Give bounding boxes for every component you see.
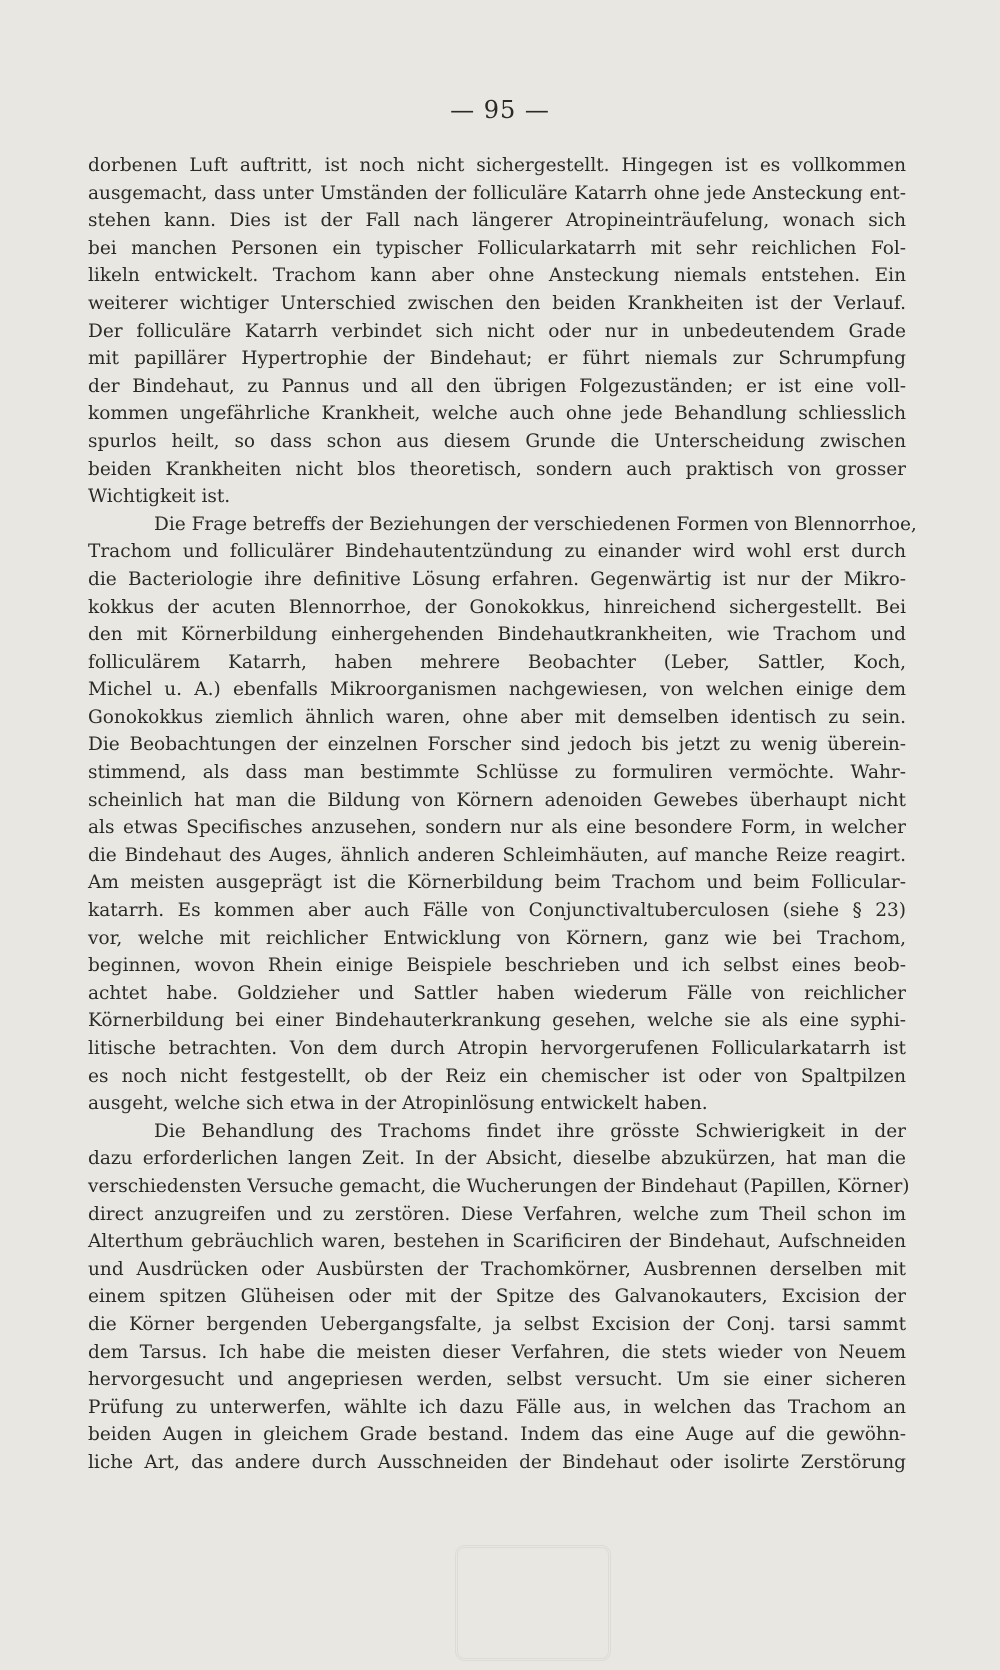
text-line: Die Frage betreffs der Beziehungen der verschiedenen Formen von Blennorrhoe, [154, 513, 917, 535]
text-line: Wichtigkeit ist. [88, 486, 231, 508]
text-line: Trachom und folliculärer Bindehautentzündung zu einander wird wohl erst durch [88, 541, 906, 563]
text-line: beiden Krankheiten nicht blos theoretisch, sondern auch praktisch von grosser [88, 458, 906, 480]
text-line: vor, welche mit reichlicher Entwicklung von Körnern, ganz wie bei Trachom, [88, 927, 906, 949]
text-line: und Ausdrücken oder Ausbürsten der Trachomkörner, Ausbrennen derselben mit [88, 1258, 906, 1280]
text-line: bei manchen Personen ein typischer Follicularkatarrh mit sehr reichlichen Fol- [88, 237, 906, 259]
text-line: beiden Augen in gleichem Grade bestand. Indem das eine Auge auf die gewöhn- [88, 1424, 906, 1446]
library-stamp-faint [455, 1545, 611, 1661]
text-line: liche Art, das andere durch Ausschneiden der Bindehaut oder isolirte Zerstörung [88, 1451, 906, 1473]
text-line: likeln entwickelt. Trachom kann aber ohne Ansteckung niemals entstehen. Ein [88, 265, 906, 287]
text-line: litische betrachten. Von dem durch Atropin hervorgerufenen Follicularkatarrh ist [88, 1038, 906, 1059]
text-line: Alterthum gebräuchlich waren, bestehen in Scarificiren der Bindehaut, Aufschneiden [88, 1231, 906, 1253]
text-line: weiterer wichtiger Unterschied zwischen den beiden Krankheiten ist der Verlauf. [88, 292, 906, 314]
text-line: spurlos heilt, so dass schon aus diesem Grunde die Unterscheidung zwischen [88, 430, 906, 452]
text-line: der Bindehaut, zu Pannus und all den übrigen Folgezuständen; er ist eine voll- [88, 375, 906, 397]
text-line: Michel u. A.) ebenfalls Mikroorganismen nachgewiesen, von welchen einige dem [88, 679, 906, 701]
text-line: direct anzugreifen und zu zerstören. Diese Verfahren, welche zum Theil schon im [88, 1203, 906, 1225]
text-line: dorbenen Luft auftritt, ist noch nicht sichergestellt. Hingegen ist es vollkommen [88, 155, 906, 176]
text-line: es noch nicht festgestellt, ob der Reiz ein chemischer ist oder von Spaltpilzen [88, 1065, 906, 1087]
text-line: Der folliculäre Katarrh verbindet sich nicht oder nur in unbedeutendem Grade [88, 320, 906, 342]
text-line: die Bindehaut des Auges, ähnlich anderen Schleimhäuten, auf manche Reize reagirt. [88, 844, 906, 866]
text-line: als etwas Specifisches anzusehen, sondern nur als eine besondere Form, in welcher [88, 817, 906, 839]
text-line: einem spitzen Glüheisen oder mit der Spitze des Galvanokauters, Excision der [88, 1286, 906, 1308]
text-line: kokkus der acuten Blennorrhoe, der Gonokokkus, hinreichend sichergestellt. Bei [88, 596, 906, 618]
text-line: dem Tarsus. Ich habe die meisten dieser Verfahren, die stets wieder von Neuem [88, 1341, 906, 1363]
text-line: stehen kann. Dies ist der Fall nach längerer Atropineinträufelung, wonach sich [88, 210, 906, 232]
text-line: ausgemacht, dass unter Umständen der folliculäre Katarrh ohne jede Ansteckung ent- [88, 182, 906, 204]
text-line: beginnen, wovon Rhein einige Beispiele beschrieben und ich selbst eines beob- [88, 955, 906, 977]
text-line: Am meisten ausgeprägt ist die Körnerbildung beim Trachom und beim Follicular- [88, 872, 906, 894]
text-line: achtet habe. Goldzieher und Sattler haben wiederum Fälle von reichlicher [88, 982, 906, 1004]
text-line: den mit Körnerbildung einhergehenden Bindehautkrankheiten, wie Trachom und [88, 624, 906, 646]
text-line: verschiedensten Versuche gemacht, die Wucherungen der Bindehaut (Papillen, Körner) [88, 1175, 910, 1197]
body-text [88, 152, 917, 1477]
text-line: dazu erforderlichen langen Zeit. In der Absicht, dieselbe abzukürzen, hat man die [88, 1148, 906, 1170]
text-line: folliculärem Katarrh, haben mehrere Beobachter (Leber, Sattler, Koch, [88, 651, 906, 673]
text-line: Die Beobachtungen der einzelnen Forscher sind jedoch bis jetzt zu wenig überein- [88, 734, 906, 756]
text-line: hervorgesucht und angepriesen werden, selbst versucht. Um sie einer sicheren [88, 1369, 906, 1391]
text-line: Die Behandlung des Trachoms findet ihre grösste Schwierigkeit in der [154, 1120, 906, 1142]
text-line: stimmend, als dass man bestimmte Schlüsse zu formuliren vermöchte. Wahr- [88, 762, 906, 784]
text-line: die Körner bergenden Uebergangsfalte, ja selbst Excision der Conj. tarsi sammt [88, 1313, 906, 1335]
text-line: die Bacteriologie ihre definitive Lösung erfahren. Gegenwärtig ist nur der Mikro- [88, 568, 906, 590]
text-line: kommen ungefährliche Krankheit, welche auch ohne jede Behandlung schliesslich [88, 403, 906, 425]
page-number: — 95 — [450, 96, 550, 124]
text-line: katarrh. Es kommen aber auch Fälle von Conjunctivaltuberculosen (siehe § 23) [88, 900, 906, 922]
text-line: Prüfung zu unterwerfen, wählte ich dazu Fälle aus, in welchen das Trachom an [88, 1396, 906, 1418]
text-line: Körnerbildung bei einer Bindehauterkrankung gesehen, welche sie als eine syphi- [88, 1010, 906, 1032]
text-line: scheinlich hat man die Bildung von Körnern adenoiden Gewebes überhaupt nicht [88, 789, 906, 811]
text-line: mit papillärer Hypertrophie der Bindehaut; er führt niemals zur Schrumpfung [88, 348, 906, 370]
text-line: Gonokokkus ziemlich ähnlich waren, ohne aber mit demselben identisch zu sein. [88, 706, 906, 728]
text-line: ausgeht, welche sich etwa in der Atropinlösung entwickelt haben. [88, 1093, 708, 1115]
